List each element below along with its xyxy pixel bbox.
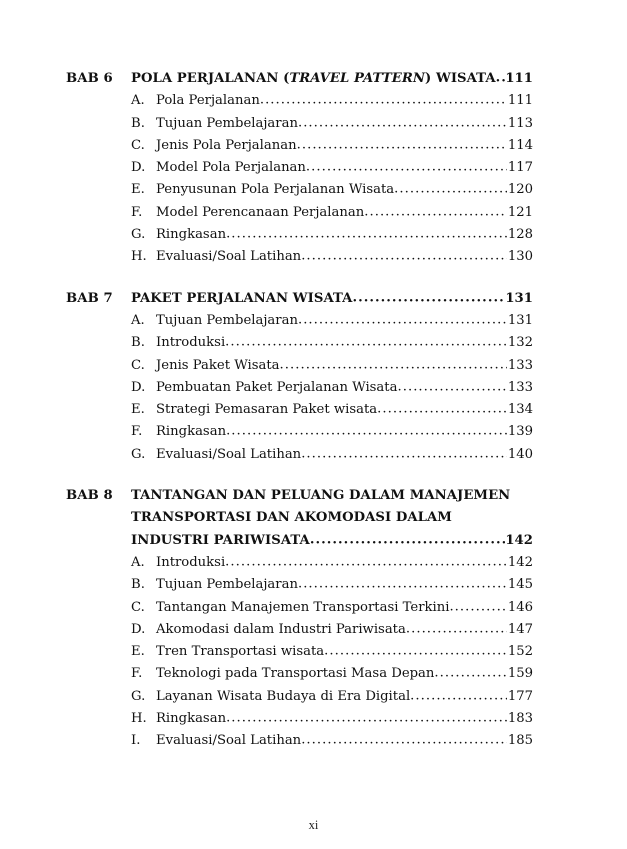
dot-leader xyxy=(352,287,504,309)
item-content xyxy=(156,202,533,224)
item-title: Penyusunan Pola Perjalanan Wisata xyxy=(156,182,395,198)
chapter-heading-row[interactable] xyxy=(66,485,533,507)
item-letter: I. xyxy=(131,733,141,749)
toc-item-row[interactable] xyxy=(66,444,533,466)
toc-item-row[interactable] xyxy=(66,574,533,596)
chapter-entry-bab-8 xyxy=(66,485,533,753)
item-title: Jenis Paket Wisata xyxy=(156,357,280,373)
item-page-number: 146 xyxy=(507,599,533,615)
chapter-title xyxy=(131,68,496,90)
item-content xyxy=(156,663,533,685)
toc-item-row[interactable] xyxy=(66,708,533,730)
dot-leader xyxy=(225,332,507,354)
item-title: Evaluasi/Soal Latihan xyxy=(156,446,302,462)
item-title: Layanan Wisata Budaya di Era Digital xyxy=(156,688,411,704)
chapter-heading-row[interactable] xyxy=(66,68,533,90)
dot-leader xyxy=(297,134,508,156)
item-letter: D. xyxy=(131,160,146,176)
item-letter: G. xyxy=(131,688,146,704)
dot-leader xyxy=(406,618,507,640)
item-content xyxy=(156,224,533,246)
dot-leader xyxy=(260,90,508,112)
toc-item-row[interactable] xyxy=(66,113,533,135)
item-content xyxy=(156,574,533,596)
dot-leader xyxy=(225,551,507,573)
dot-leader xyxy=(410,685,507,707)
chapter-title-suffix: ) WISATA xyxy=(425,71,496,86)
item-page-number: 121 xyxy=(507,204,533,220)
item-page-number: 133 xyxy=(507,357,533,373)
dot-leader xyxy=(301,730,507,752)
item-page-number: 140 xyxy=(507,446,533,462)
toc-item-row[interactable] xyxy=(66,224,533,246)
dot-leader xyxy=(298,574,507,596)
chapter-page-number: 111 xyxy=(505,71,533,86)
item-letter: B. xyxy=(131,335,145,351)
toc-item-row[interactable] xyxy=(66,641,533,663)
item-page-number: 117 xyxy=(507,160,533,176)
chapter-entry-bab-7 xyxy=(66,288,533,466)
item-letter: C. xyxy=(131,357,145,373)
item-title: Model Pola Perjalanan xyxy=(156,160,306,176)
item-letter: B. xyxy=(131,577,145,593)
dot-leader xyxy=(324,641,507,663)
chapter-title-line-2: TRANSPORTASI DAN AKOMODASI DALAM xyxy=(131,510,452,526)
item-content xyxy=(156,708,533,730)
toc-item-row[interactable] xyxy=(66,552,533,574)
item-letter: F. xyxy=(131,424,143,440)
chapter-title-line-1: TANTANGAN DAN PELUANG DALAM MANAJEMEN xyxy=(131,488,511,504)
item-title: Strategi Pemasaran Paket wisata xyxy=(156,402,378,418)
item-title: Evaluasi/Soal Latihan xyxy=(156,249,302,265)
item-page-number: 114 xyxy=(507,137,533,153)
toc-item-row[interactable] xyxy=(66,135,533,157)
item-content xyxy=(156,90,533,112)
item-title: Ringkasan xyxy=(156,711,227,727)
page-folio: xi xyxy=(308,818,319,832)
chapter-title: PAKET PERJALANAN WISATA xyxy=(131,290,353,306)
toc-item-row[interactable] xyxy=(66,399,533,421)
chapter-title-final-row[interactable] xyxy=(66,530,533,552)
dot-leader xyxy=(306,157,507,179)
item-letter: C. xyxy=(131,599,145,615)
item-content xyxy=(156,377,533,399)
item-title: Akomodasi dalam Industri Pariwisata xyxy=(156,621,406,637)
item-title: Jenis Pola Perjalanan xyxy=(156,137,297,153)
item-letter: H. xyxy=(131,711,147,727)
chapter-page-number: 131 xyxy=(505,290,533,306)
item-content xyxy=(156,332,533,354)
item-letter: F. xyxy=(131,204,143,220)
chapter-heading-row[interactable] xyxy=(66,288,533,310)
dot-leader xyxy=(377,399,507,421)
item-letter: G. xyxy=(131,446,146,462)
dot-leader xyxy=(226,708,507,730)
toc-item-row[interactable] xyxy=(66,730,533,752)
item-page-number: 128 xyxy=(507,227,533,243)
chapter-title-content xyxy=(131,507,533,529)
item-title: Introduksi xyxy=(156,335,226,351)
toc-item-row[interactable] xyxy=(66,246,533,268)
item-letter: A. xyxy=(131,93,145,109)
item-page-number: 185 xyxy=(507,733,533,749)
item-page-number: 130 xyxy=(507,249,533,265)
dot-leader xyxy=(280,354,508,376)
toc-item-row[interactable] xyxy=(66,355,533,377)
item-page-number: 132 xyxy=(507,335,533,351)
item-title: Introduksi xyxy=(156,554,226,570)
dot-leader xyxy=(226,224,507,246)
item-page-number: 139 xyxy=(507,424,533,440)
item-content xyxy=(156,597,533,619)
item-content xyxy=(156,310,533,332)
item-title: Pembuatan Paket Perjalanan Wisata xyxy=(156,379,398,395)
chapter-title-content xyxy=(131,288,533,310)
item-title: Evaluasi/Soal Latihan xyxy=(156,733,302,749)
dot-leader xyxy=(397,376,507,398)
dot-leader xyxy=(301,246,507,268)
item-page-number: 120 xyxy=(507,182,533,198)
item-content xyxy=(156,135,533,157)
item-page-number: 183 xyxy=(507,711,533,727)
item-letter: F. xyxy=(131,666,143,682)
table-of-contents xyxy=(66,68,533,753)
item-title: Teknologi pada Transportasi Masa Depan xyxy=(156,666,435,682)
item-page-number: 134 xyxy=(507,402,533,418)
item-content xyxy=(156,399,533,421)
dot-leader xyxy=(434,663,507,685)
item-title: Pola Perjalanan xyxy=(156,93,260,109)
chapter-label: BAB 7 xyxy=(66,290,113,306)
toc-item-row[interactable] xyxy=(66,157,533,179)
toc-item-row[interactable] xyxy=(66,332,533,354)
dot-leader xyxy=(496,68,505,90)
item-title: Ringkasan xyxy=(156,424,227,440)
toc-item-row[interactable] xyxy=(66,619,533,641)
item-page-number: 177 xyxy=(507,688,533,704)
item-letter: D. xyxy=(131,621,146,637)
item-letter: E. xyxy=(131,182,145,198)
item-content xyxy=(156,246,533,268)
toc-item-row[interactable] xyxy=(66,310,533,332)
toc-item-row[interactable] xyxy=(66,663,533,685)
toc-item-row[interactable] xyxy=(66,202,533,224)
item-page-number: 147 xyxy=(507,621,533,637)
toc-item-row[interactable] xyxy=(66,377,533,399)
item-content xyxy=(156,730,533,752)
item-content xyxy=(156,444,533,466)
toc-item-row[interactable] xyxy=(66,421,533,443)
chapter-title-content xyxy=(131,530,533,552)
item-page-number: 145 xyxy=(507,577,533,593)
item-title: Tantangan Manajemen Transportasi Terkini xyxy=(156,599,450,615)
item-content xyxy=(156,552,533,574)
item-content xyxy=(156,421,533,443)
dot-leader xyxy=(226,421,507,443)
item-letter: B. xyxy=(131,115,145,131)
item-page-number: 159 xyxy=(507,666,533,682)
chapter-title-line-3: INDUSTRI PARIWISATA xyxy=(131,532,310,548)
item-content xyxy=(156,686,533,708)
toc-item-row[interactable] xyxy=(66,90,533,112)
item-letter: E. xyxy=(131,644,145,660)
dot-leader xyxy=(301,443,507,465)
dot-leader xyxy=(298,112,507,134)
item-page-number: 131 xyxy=(507,312,533,328)
dot-leader xyxy=(364,201,507,223)
item-page-number: 113 xyxy=(507,115,533,131)
item-content xyxy=(156,641,533,663)
toc-item-row[interactable] xyxy=(66,597,533,619)
toc-item-row[interactable] xyxy=(66,686,533,708)
item-content xyxy=(156,157,533,179)
item-title: Ringkasan xyxy=(156,227,227,243)
chapter-title-content xyxy=(131,485,533,507)
item-title: Tren Transportasi wisata xyxy=(156,644,325,660)
item-title: Tujuan Pembelajaran xyxy=(156,312,298,328)
dot-leader xyxy=(449,596,507,618)
item-title: Tujuan Pembelajaran xyxy=(156,577,298,593)
item-letter: H. xyxy=(131,249,147,265)
chapter-title-italic: TRAVEL PATTERN xyxy=(289,71,426,86)
dot-leader xyxy=(394,179,507,201)
chapter-page-number: 142 xyxy=(505,532,533,548)
item-letter: G. xyxy=(131,227,146,243)
item-letter: A. xyxy=(131,554,145,570)
item-page-number: 142 xyxy=(507,554,533,570)
item-content xyxy=(156,179,533,201)
item-letter: D. xyxy=(131,379,146,395)
item-page-number: 133 xyxy=(507,379,533,395)
item-content xyxy=(156,113,533,135)
item-content xyxy=(156,619,533,641)
item-letter: C. xyxy=(131,137,145,153)
item-content xyxy=(156,355,533,377)
item-letter: E. xyxy=(131,402,145,418)
item-letter: A. xyxy=(131,312,145,328)
dot-leader xyxy=(310,529,505,551)
toc-item-row[interactable] xyxy=(66,179,533,201)
chapter-label: BAB 6 xyxy=(66,71,113,86)
chapter-title-continuation-row xyxy=(66,507,533,529)
item-page-number: 152 xyxy=(507,644,533,660)
chapter-label: BAB 8 xyxy=(66,488,113,504)
dot-leader xyxy=(298,309,507,331)
item-title: Tujuan Pembelajaran xyxy=(156,115,298,131)
item-page-number: 111 xyxy=(507,93,533,109)
chapter-title-prefix: POLA PERJALANAN ( xyxy=(131,71,290,86)
chapter-entry-bab-6 xyxy=(66,68,533,269)
chapter-title-content xyxy=(131,68,533,90)
item-title: Model Perencanaan Perjalanan xyxy=(156,204,365,220)
